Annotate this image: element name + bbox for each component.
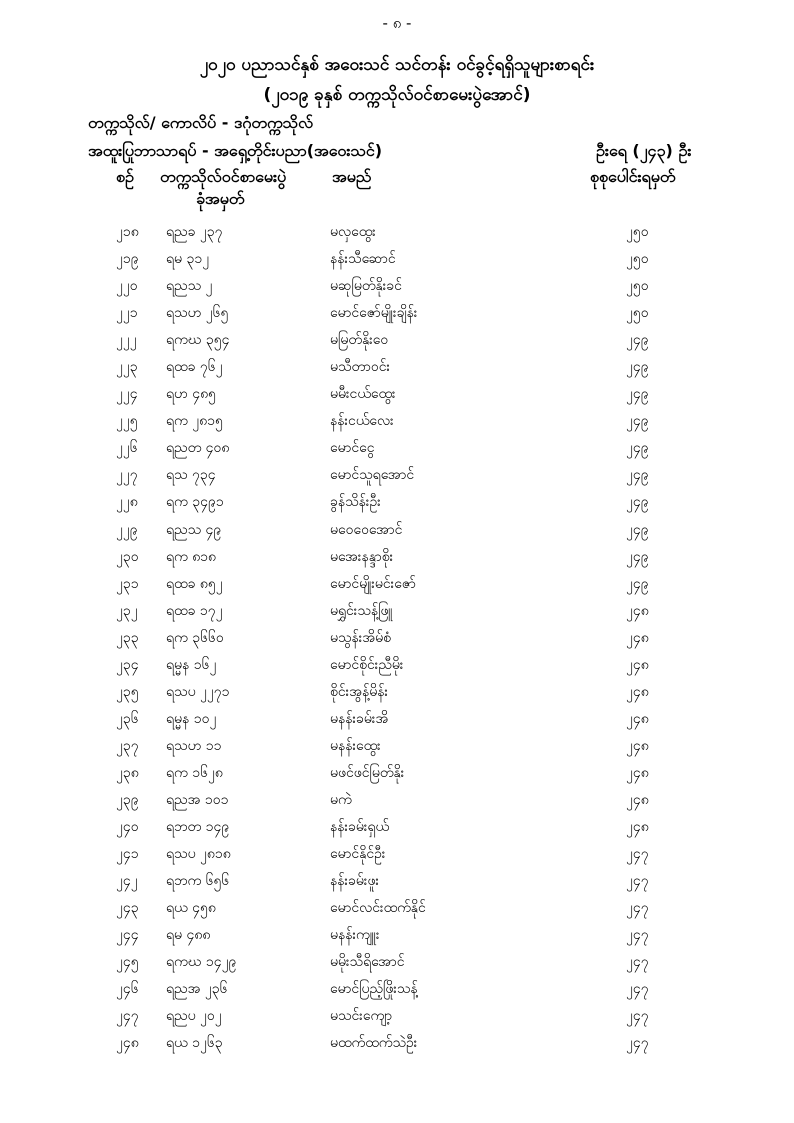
row-score: ၂၅၀ — [626, 278, 649, 295]
row-number: ၂၃၀ — [116, 548, 139, 565]
row-number: ၂၄၂ — [116, 873, 138, 890]
table-row — [0, 898, 794, 925]
header-registration-line2: ခုံအမှတ် — [196, 189, 245, 208]
row-score: ၂၄၉ — [626, 521, 649, 538]
row-name: မနန်းထွေး — [330, 737, 381, 754]
row-score: ၂၄၈ — [626, 764, 649, 781]
row-name: မမီးငယ်ထွေး — [330, 386, 396, 403]
table-row — [0, 790, 794, 817]
row-score: ၂၄၈ — [626, 737, 649, 754]
row-registration: ရညအ ၁၀၁ — [166, 791, 229, 808]
row-score: ၂၅၀ — [626, 305, 649, 322]
header-registration: တက္ကသိုလ်ဝင်စာမေးပွဲ — [160, 167, 287, 186]
table-row — [0, 492, 794, 519]
row-name: မဖင်ဖင်မြတ်နိုး — [330, 764, 405, 781]
row-score: ၂၄၉ — [626, 332, 649, 349]
row-name: မမြတ်နိုးဝေ — [330, 332, 389, 349]
table-row — [0, 1033, 794, 1060]
row-number: ၂၄၆ — [116, 981, 139, 998]
row-number: ၂၂၉ — [116, 521, 138, 538]
row-registration: ရညတ ၄၀၈ — [166, 440, 230, 457]
row-name: မဝေဝေအောင် — [330, 521, 403, 538]
row-score: ၂၄၉ — [626, 413, 649, 430]
row-name: မောင်မျိုးမင်းဇော် — [330, 575, 416, 592]
row-name: နန်းသီဆောင် — [330, 251, 396, 268]
row-score: ၂၄၇ — [626, 873, 649, 890]
table-row — [0, 303, 794, 330]
row-number: ၂၂၀ — [116, 278, 138, 295]
row-registration: ရယ ၄၅၈ — [166, 900, 216, 917]
quota-count: ဦးရေ (၂၄၃) ဦး — [596, 141, 692, 160]
table-row — [0, 411, 794, 438]
row-number: ၂၄၁ — [116, 846, 139, 863]
row-name: မအေးနန္ဒာစိုး — [330, 548, 394, 565]
row-name: နန်းငယ်လေး — [330, 413, 394, 430]
row-name: မသင်းကျော့ — [330, 1008, 393, 1025]
row-score: ၂၄၈ — [626, 683, 649, 700]
table-row — [0, 574, 794, 601]
row-name: မသွန်းအိမ်စံ — [330, 629, 392, 646]
row-registration: ရညသ ၄၉ — [166, 521, 222, 538]
row-number: ၂၄၅ — [116, 954, 139, 971]
table-row — [0, 465, 794, 492]
row-number: ၂၃၄ — [116, 656, 139, 673]
row-score: ၂၄၇ — [626, 927, 649, 944]
row-registration: ရညသ ၂ — [166, 278, 213, 295]
row-name: ခွန်သိန်းဦး — [330, 494, 381, 511]
row-score: ၂၄၉ — [626, 575, 649, 592]
row-number: ၂၄၈ — [116, 1035, 139, 1052]
row-score: ၂၄၈ — [626, 602, 649, 619]
row-score: ၂၄၈ — [626, 656, 649, 673]
table-row — [0, 871, 794, 898]
row-number: ၂၄၃ — [116, 900, 139, 917]
table-row — [0, 763, 794, 790]
row-name: နန်းခမ်းဖူး — [330, 873, 380, 890]
row-score: ၂၄၉ — [626, 548, 649, 565]
row-registration: ရက ၁၆၂၈ — [166, 764, 223, 781]
row-registration: ရသဟ ၁၁ — [166, 737, 222, 754]
table-row — [0, 276, 794, 303]
row-number: ၂၃၇ — [116, 737, 139, 754]
row-number: ၂၄၄ — [116, 927, 139, 944]
table-row — [0, 249, 794, 276]
row-number: ၂၃၆ — [116, 710, 139, 727]
row-number: ၂၂၇ — [116, 467, 138, 484]
row-name: မမိုးသီရိအောင် — [330, 954, 405, 971]
table-row — [0, 547, 794, 574]
major-line: အထူးပြုဘာသာရပ် - အရှေ့တိုင်းပညာ(အဝေးသင်) — [88, 141, 383, 160]
table-row — [0, 357, 794, 384]
row-name: မလှထွေး — [330, 224, 376, 240]
row-score: ၂၄၇ — [626, 1008, 649, 1025]
page-number: - ၈ - — [382, 14, 412, 32]
header-number: စဉ် — [116, 167, 134, 186]
row-registration: ရမ ၃၁၂ — [166, 251, 210, 268]
row-registration: ရညပ ၂၀၂ — [166, 1008, 222, 1025]
row-number: ၂၄၇ — [116, 1008, 139, 1025]
row-number: ၂၂၄ — [116, 386, 138, 403]
row-name: မောင်သူရအောင် — [330, 467, 415, 484]
row-registration: ရယ ၁၂၆၃ — [166, 1035, 223, 1052]
table-row — [0, 520, 794, 547]
row-name: မနန်းခမ်းအိ — [330, 710, 389, 727]
row-number: ၂၂၂ — [116, 332, 137, 349]
row-score: ၂၄၇ — [626, 1035, 649, 1052]
row-number: ၂၃၉ — [116, 791, 139, 808]
document-subtitle: (၂၀၁၉ ခုနှစ် တက္ကသိုလ်ဝင်စာမေးပွဲအောင်) — [263, 85, 531, 105]
row-number: ၂၁၉ — [116, 251, 139, 268]
table-row — [0, 601, 794, 628]
row-score: ၂၄၉ — [626, 440, 649, 457]
row-number: ၂၂၃ — [116, 359, 138, 376]
row-number: ၂၂၆ — [116, 440, 138, 457]
header-name: အမည် — [332, 167, 372, 186]
table-row — [0, 628, 794, 655]
table-row — [0, 736, 794, 763]
row-name: မဆုမြတ်နိုးခင် — [330, 278, 402, 295]
row-name: မကဲ — [330, 791, 352, 808]
table-row — [0, 979, 794, 1006]
row-registration: ရမ္မန ၁၆၂ — [166, 656, 217, 673]
row-name: မောင်စိုင်းညီမိုး — [330, 656, 404, 673]
row-name: မောင်နိုင်ဦး — [330, 846, 386, 863]
row-number: ၂၂၁ — [116, 305, 138, 322]
header-score: စုစုပေါင်းရမှတ် — [590, 167, 676, 186]
row-registration: ရက ၃၆၆၀ — [166, 629, 224, 646]
row-registration: ရသပ ၂၂၇၁ — [166, 683, 230, 700]
table-row — [0, 330, 794, 357]
row-registration: ရက ၃၄၉၁ — [166, 494, 224, 511]
row-name: မထက်ထက်သဲဦး — [330, 1035, 418, 1052]
row-number: ၂၂၅ — [116, 413, 138, 430]
row-score: ၂၄၈ — [626, 710, 649, 727]
row-registration: ရထခ ၁၇၂ — [166, 602, 223, 619]
row-registration: ရသ ၇၃၄ — [166, 467, 216, 484]
row-score: ၂၄၇ — [626, 981, 649, 998]
row-score: ၂၄၉ — [626, 467, 649, 484]
row-score: ၂၄၇ — [626, 900, 649, 917]
row-number: ၂၂၈ — [116, 494, 138, 511]
row-score: ၂၄၉ — [626, 494, 649, 511]
row-name: မောင်ငွေ — [330, 440, 375, 457]
row-name: စိုင်းအွန့်မိန်း — [330, 683, 389, 700]
row-registration: ရဘက ၆၅၆ — [166, 873, 230, 890]
row-registration: ရဘတ ၁၄၉ — [166, 819, 230, 836]
table-row — [0, 817, 794, 844]
row-name: မရွှင်းသန့်ဖြူ — [330, 602, 393, 619]
table-row — [0, 952, 794, 979]
row-score: ၂၄၉ — [626, 386, 649, 403]
row-score: ၂၅၀ — [626, 224, 649, 240]
table-row — [0, 1006, 794, 1033]
row-score: ၂၄၇ — [626, 954, 649, 971]
row-name: မောင်ပြည့်ဖြိုးသန့် — [330, 981, 418, 998]
row-name: မသီတာဝင်း — [330, 359, 391, 376]
row-number: ၂၃၁ — [116, 575, 139, 592]
row-registration: ရကဃ ၁၄၂၉ — [166, 954, 237, 971]
row-score: ၂၅၀ — [626, 251, 649, 268]
row-registration: ရမ ၄၈၈ — [166, 927, 211, 944]
row-registration: ရကဃ ၃၅၄ — [166, 332, 230, 349]
row-number: ၂၁၈ — [116, 224, 139, 240]
row-registration: ရက ၈၁၈ — [166, 548, 217, 565]
row-registration: ရညအ ၂၃၆ — [166, 981, 228, 998]
row-registration: ရထခ ၈၅၂ — [166, 575, 223, 592]
row-score: ၂၄၉ — [626, 359, 649, 376]
table-row — [0, 655, 794, 682]
results-table — [0, 222, 794, 1060]
row-name: နန်းခမ်းရှယ် — [330, 819, 390, 836]
document-title: ၂၀၂၀ ပညာသင်နှစ် အဝေးသင် သင်တန်း ဝင်ခွင့်ရရှိသူများစာရင်း — [199, 55, 595, 75]
row-registration: ရသပ ၂၈၁၈ — [166, 846, 231, 863]
row-name: မောင်လင်းထက်နိုင် — [330, 900, 426, 917]
row-registration: ရက ၂၈၁၅ — [166, 413, 223, 430]
table-row — [0, 222, 794, 249]
row-name: မနန်းကျူး — [330, 927, 380, 944]
row-score: ၂၄၈ — [626, 629, 649, 646]
row-score: ၂၄၈ — [626, 819, 649, 836]
row-registration: ရထခ ၇၆၂ — [166, 359, 223, 376]
row-registration: ရမ္မန ၁၀၂ — [166, 710, 217, 727]
row-score: ၂၄၈ — [626, 791, 649, 808]
table-row — [0, 438, 794, 465]
row-number: ၂၃၂ — [116, 602, 138, 619]
row-registration: ရညခ ၂၃၇ — [166, 224, 223, 240]
row-number: ၂၃၅ — [116, 683, 139, 700]
table-row — [0, 384, 794, 411]
row-number: ၂၄၀ — [116, 819, 139, 836]
table-row — [0, 844, 794, 871]
table-row — [0, 682, 794, 709]
row-number: ၂၃၃ — [116, 629, 139, 646]
row-score: ၂၄၇ — [626, 846, 649, 863]
row-name: မောင်ဇော်မျိုးချိန်း — [330, 305, 418, 322]
table-row — [0, 925, 794, 952]
row-number: ၂၃၈ — [116, 764, 139, 781]
table-row — [0, 709, 794, 736]
university-line: တက္ကသိုလ်/ ကောလိပ် - ဒဂုံတက္ကသိုလ် — [88, 113, 314, 132]
row-registration: ရဟ ၄၈၅ — [166, 386, 216, 403]
row-registration: ရသဟ ၂၆၅ — [166, 305, 229, 322]
